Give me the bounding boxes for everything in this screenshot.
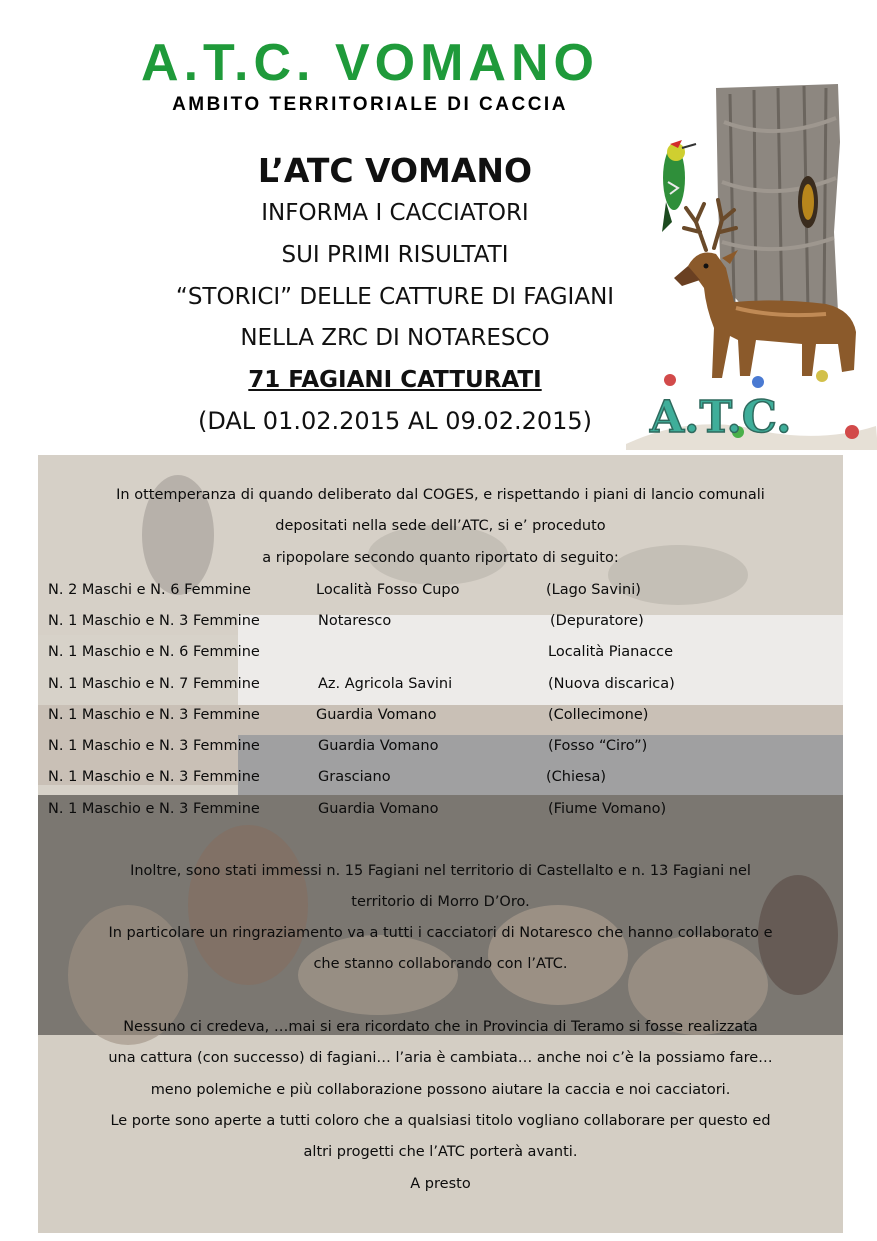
paragraph-line: altri progetti che l’ATC porterà avanti. — [303, 1144, 578, 1160]
intro-line: depositati nella sede dell’ATC, si e’ proceduto — [275, 518, 606, 534]
release-note: (Nuova discarica) — [548, 676, 675, 692]
release-place: Notaresco — [318, 613, 392, 629]
paragraph-line: una cattura (con successo) di fagiani… l’aria è cambiata… anche noi c’è la possiamo fare… — [108, 1050, 773, 1066]
paragraph-line: meno polemiche e più collaborazione possono aiutare la caccia e noi cacciatori. — [150, 1082, 731, 1098]
release-note: (Fiume Vomano) — [548, 801, 667, 817]
release-row — [48, 767, 828, 787]
release-count: N. 1 Maschio e N. 6 Femmine — [48, 644, 260, 660]
release-count: N. 1 Maschio e N. 3 Femmine — [48, 801, 260, 817]
release-note: (Fosso “Ciro”) — [548, 738, 648, 754]
closing-text: A presto — [410, 1176, 471, 1192]
headline-line-3: SUI PRIMI RISULTATI — [281, 242, 509, 268]
svg-text:A.T.C.: A.T.C. — [650, 392, 792, 443]
release-count: N. 1 Maschio e N. 3 Femmine — [48, 769, 260, 785]
release-count: N. 1 Maschio e N. 3 Femmine — [48, 738, 260, 754]
release-row — [48, 674, 828, 694]
release-count: N. 2 Maschi e N. 6 Femmine — [48, 582, 251, 598]
paragraph-line: Le porte sono aperte a tutti coloro che a qualsiasi titolo vogliano collaborare per questo ed — [110, 1113, 771, 1129]
release-note: (Chiesa) — [546, 769, 607, 785]
release-note: (Depuratore) — [550, 613, 644, 629]
announcement-body — [38, 455, 843, 1233]
header-title: A.T.C. VOMANO — [141, 34, 599, 92]
release-place: Az. Agricola Savini — [318, 676, 453, 692]
header-subtitle: AMBITO TERRITORIALE DI CACCIA — [172, 94, 568, 115]
atc-logo-icon — [626, 370, 877, 450]
release-place: Località Fosso Cupo — [316, 582, 460, 598]
headline-line-5: NELLA ZRC DI NOTARESCO — [240, 325, 550, 351]
headline-line-4: “STORICI” DELLE CATTURE DI FAGIANI — [175, 284, 615, 310]
headline-catch-count: 71 FAGIANI CATTURATI — [248, 367, 542, 393]
release-place: Guardia Vomano — [318, 738, 439, 754]
paragraph-line: Inoltre, sono stati immessi n. 15 Fagiani nel territorio di Castellalto e n. 13 Fagiani nel — [130, 863, 751, 879]
headline-line-2: INFORMA I CACCIATORI — [261, 200, 529, 226]
deer-tree-illustration — [626, 82, 877, 450]
release-row — [48, 580, 828, 600]
release-count: N. 1 Maschio e N. 3 Femmine — [48, 613, 260, 629]
release-count: N. 1 Maschio e N. 3 Femmine — [48, 707, 260, 723]
release-row — [48, 642, 828, 662]
paragraph-line: che stanno collaborando con l’ATC. — [313, 956, 568, 972]
paragraph-line: territorio di Morro D’Oro. — [351, 894, 530, 910]
release-note: Località Pianacce — [548, 644, 674, 660]
release-place: Guardia Vomano — [318, 801, 439, 817]
intro-line: a ripopolare secondo quanto riportato di seguito: — [262, 550, 619, 566]
release-place: Guardia Vomano — [316, 707, 437, 723]
release-row — [48, 705, 828, 725]
intro-line: In ottemperanza di quando deliberato dal COGES, e rispettando i piani di lancio comunali — [116, 487, 765, 503]
release-row — [48, 799, 828, 819]
paragraph-line: In particolare un ringraziamento va a tutti i cacciatori di Notaresco che hanno collaborato e — [108, 925, 773, 941]
release-row — [48, 611, 828, 631]
release-count: N. 1 Maschio e N. 7 Femmine — [48, 676, 260, 692]
headline-title: L’ATC VOMANO — [257, 151, 533, 190]
release-place: Grasciano — [318, 769, 391, 785]
release-row — [48, 736, 828, 756]
release-note: (Lago Savini) — [546, 582, 641, 598]
headline-date-range: (DAL 01.02.2015 AL 09.02.2015) — [197, 407, 593, 435]
release-note: (Collecimone) — [548, 707, 649, 723]
paragraph-line: Nessuno ci credeva, …mai si era ricordato che in Provincia di Teramo si fosse realizzata — [123, 1019, 758, 1035]
